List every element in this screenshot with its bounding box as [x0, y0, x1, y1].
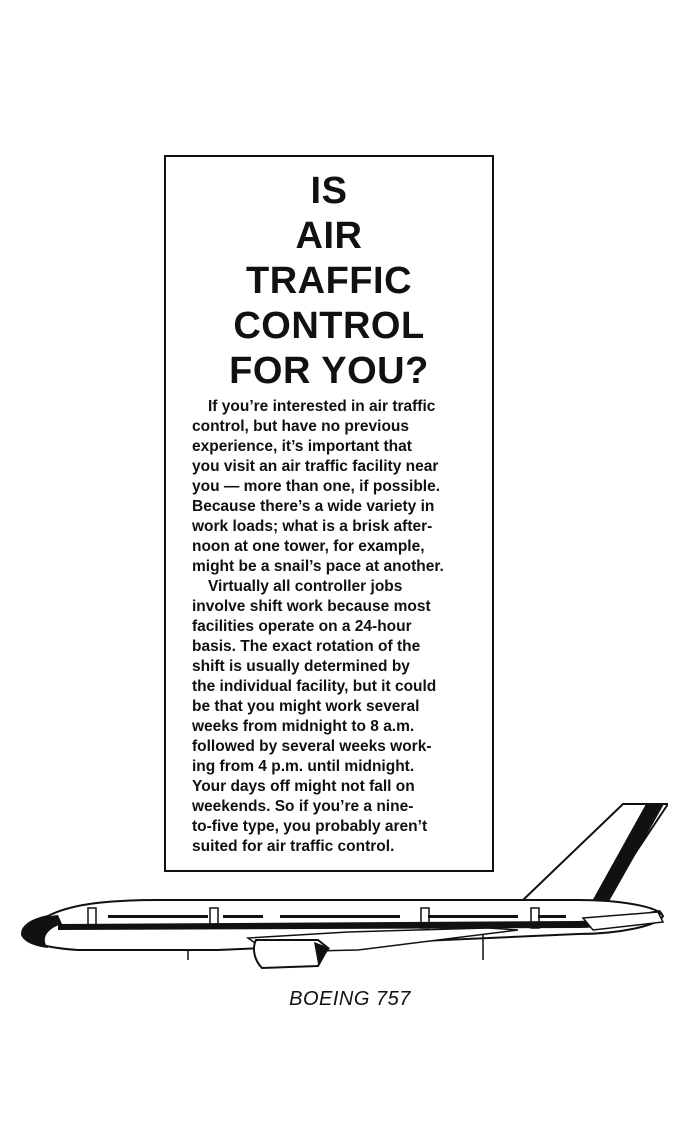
body-line: work loads; what is a brisk after-	[192, 518, 433, 535]
body-line: Your days off might not fall on	[192, 778, 415, 795]
body-line: to-five type, you probably aren’t	[192, 818, 428, 835]
body-line: involve shift work because most	[192, 598, 431, 615]
body-line: ing from 4 p.m. until midnight.	[192, 758, 415, 775]
body-line: you visit an air traffic facility near	[192, 458, 439, 475]
headline	[166, 169, 492, 394]
body-line: weeks from midnight to 8 a.m.	[192, 718, 415, 735]
body-line: you — more than one, if possible.	[192, 478, 441, 495]
body-line: noon at one tower, for example,	[192, 538, 425, 555]
body-line: basis. The exact rotation of the	[192, 638, 421, 655]
headline-line: TRAFFIC	[245, 260, 413, 302]
body-line: shift is usually determined by	[192, 658, 410, 675]
body-line: If you’re interested in air traffic	[208, 398, 436, 415]
body-line: Virtually all controller jobs	[208, 578, 403, 595]
article-box	[164, 155, 494, 872]
headline-line: AIR	[295, 215, 363, 257]
body-line: weekends. So if you’re a nine-	[192, 798, 414, 815]
body-line: facilities operate on a 24-hour	[192, 618, 412, 635]
headline-line: CONTROL	[233, 305, 425, 347]
body-text	[192, 397, 472, 857]
body-line: Because there’s a wide variety in	[192, 498, 435, 515]
body-line: the individual facility, but it could	[192, 678, 437, 695]
body-line: followed by several weeks work-	[192, 738, 432, 755]
body-line: control, but have no previous	[192, 418, 410, 435]
body-line: be that you might work several	[192, 698, 420, 715]
headline-line: IS	[310, 170, 348, 212]
body-line: experience, it’s important that	[192, 438, 412, 455]
airplane-side-view-icon	[18, 800, 668, 980]
headline-line: FOR YOU?	[229, 350, 429, 392]
aircraft-caption: BOEING 757	[289, 988, 411, 1010]
body-line: might be a snail’s pace at another.	[192, 558, 444, 575]
body-line: suited for air traffic control.	[192, 838, 395, 855]
